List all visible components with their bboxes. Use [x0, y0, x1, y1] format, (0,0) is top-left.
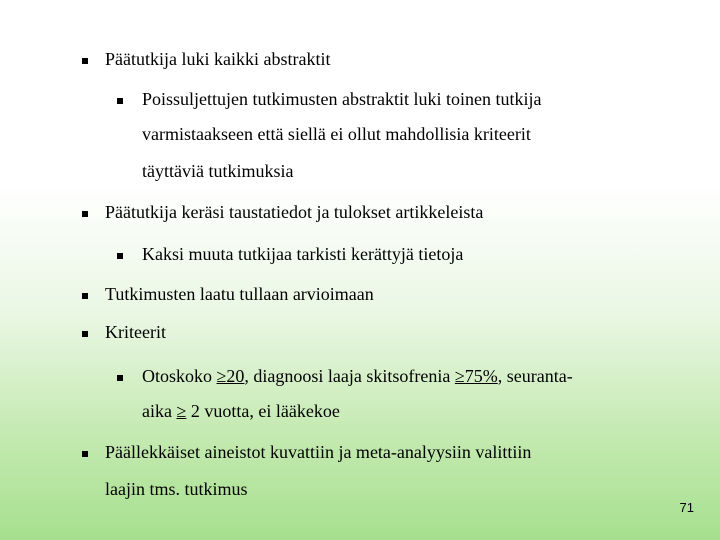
text-run: ≥75% — [454, 366, 498, 386]
bullet-square-icon — [82, 293, 88, 299]
bullet-square-icon — [117, 375, 123, 381]
bullet-text: Päätutkija luki kaikki abstraktit — [105, 49, 331, 69]
bullet-square-icon — [117, 253, 123, 259]
sub-bullet-text — [142, 357, 642, 395]
sub-bullet-text — [142, 80, 642, 118]
bullet-text: Päätutkija keräsi taustatiedot ja tulokset artikkeleista — [105, 202, 484, 222]
text-run: Otoskoko — [142, 366, 217, 386]
sub-bullet-text: Kaksi muuta tutkijaa tarkisti kerättyjä tietoja — [142, 244, 464, 264]
sub-bullet-line: täyttäviä tutkimuksia — [142, 161, 294, 181]
bullet-text: Kriteerit — [105, 322, 166, 342]
sub-bullet-line: Poissuljettujen tutkimusten abstraktit luki toinen tutkija — [142, 89, 542, 109]
bullet-square-icon — [82, 331, 88, 337]
text-run: aika — [142, 401, 177, 421]
bullet-square-icon — [82, 211, 88, 217]
sub-bullet-line: varmistaakseen että siellä ei ollut mahdollisia kriteerit — [142, 124, 531, 144]
sub-bullet-line — [142, 392, 642, 430]
text-run: , diagnoosi laaja skitsofrenia — [244, 366, 455, 386]
text-run: ≥ — [176, 401, 187, 421]
page-number: 71 — [679, 500, 694, 515]
text-run: , seuranta- — [497, 366, 573, 386]
bullet-square-icon — [117, 98, 123, 104]
bullet-square-icon — [82, 451, 88, 457]
bullet-text: laajin tms. tutkimus — [105, 479, 248, 499]
bullet-text: Tutkimusten laatu tullaan arvioimaan — [105, 284, 374, 304]
bullet-square-icon — [82, 58, 88, 64]
bullet-text: Päällekkäiset aineistot kuvattiin ja meta-analyysiin valittiin — [105, 442, 532, 462]
text-run: 2 vuotta, ei lääkekoe — [186, 401, 340, 421]
text-run: ≥20 — [216, 366, 245, 386]
